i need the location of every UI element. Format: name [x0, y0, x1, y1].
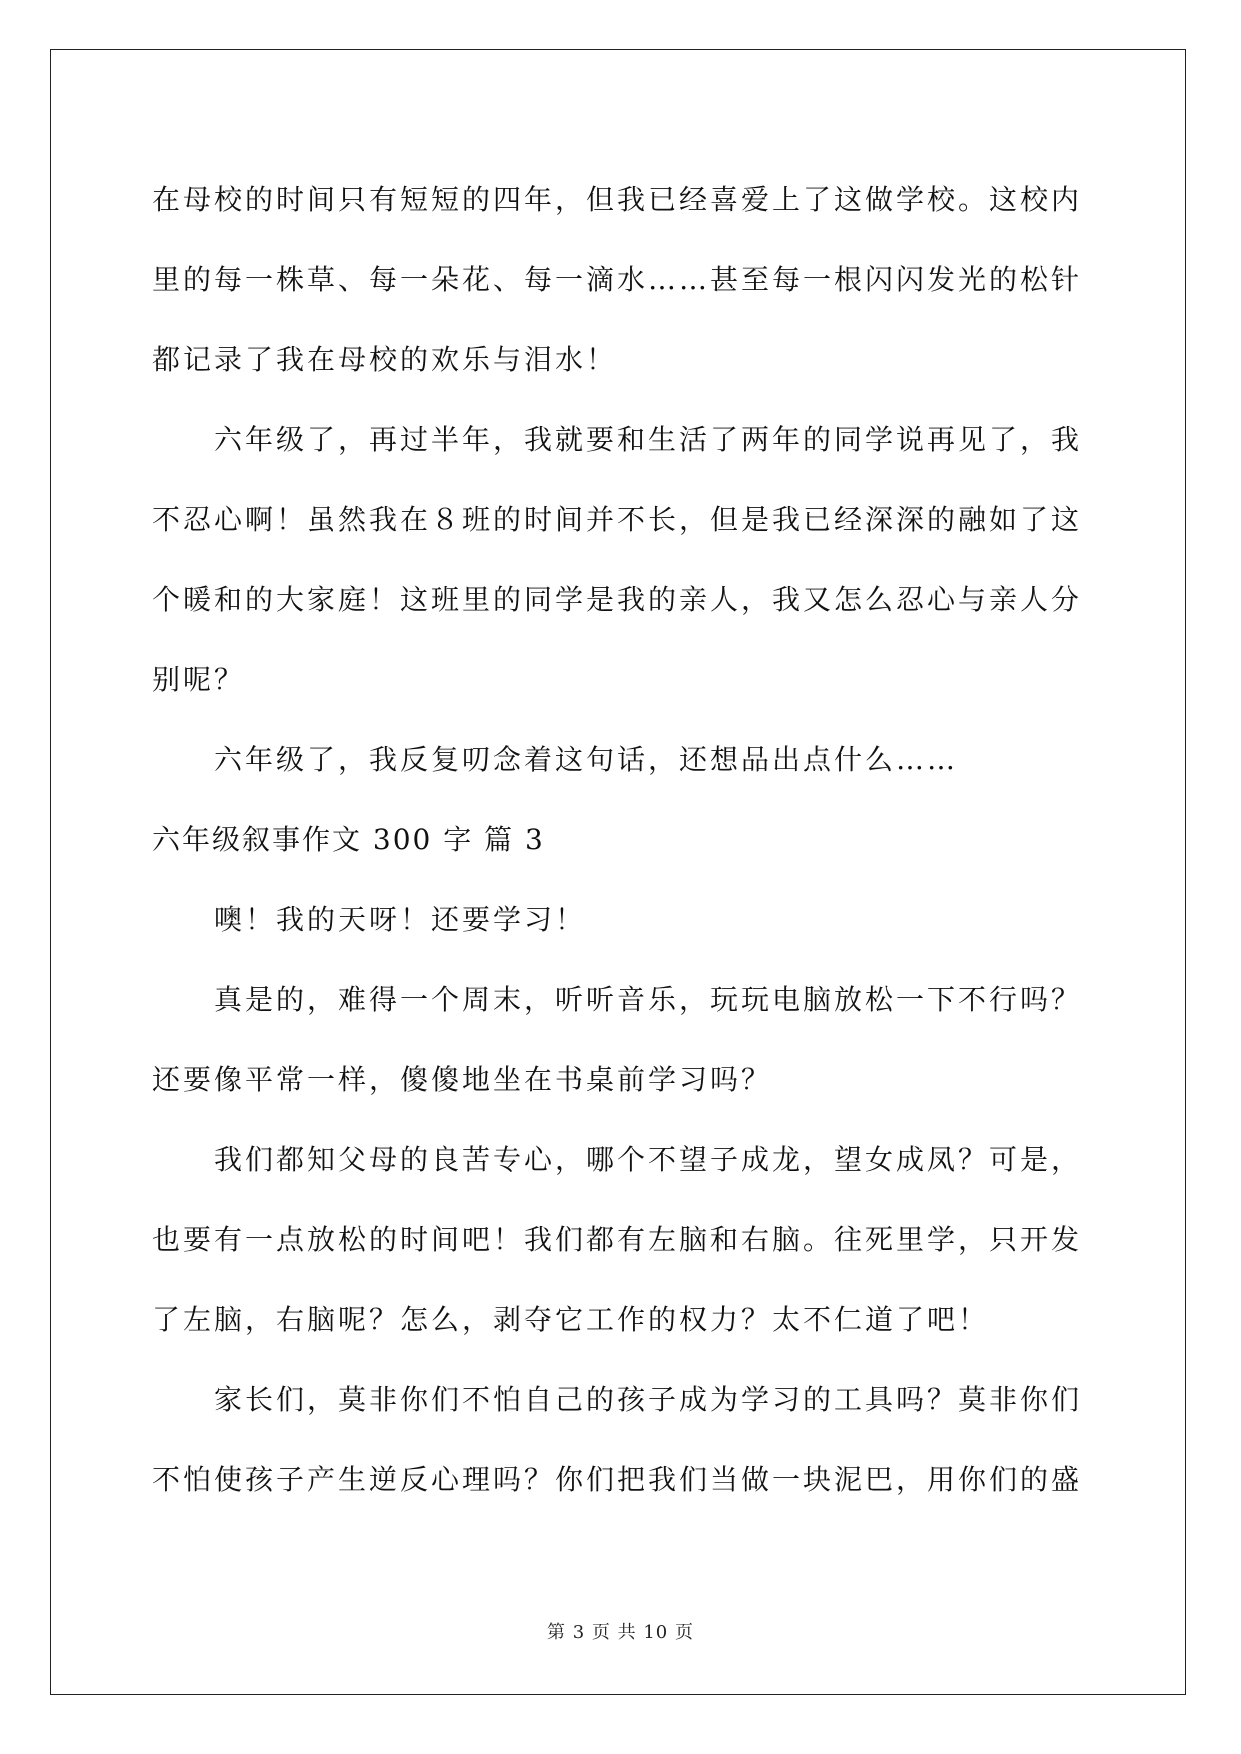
paragraph-start-line: 我们都知父母的良苦专心，哪个不望子成龙，望女成凤？可是， — [214, 1143, 1083, 1176]
paragraph-start-line: 真是的，难得一个周末，听听音乐，玩玩电脑放松一下不行吗？ — [214, 983, 1083, 1016]
text-line: 在母校的时间只有短短的四年，但我已经喜爱上了这做学校。这校内 — [152, 183, 1083, 216]
text-line: 也要有一点放松的时间吧！我们都有左脑和右脑。往死里学，只开发 — [152, 1223, 1083, 1256]
paragraph-start-line: 六年级了，再过半年，我就要和生活了两年的同学说再见了，我 — [214, 423, 1083, 456]
paragraph-start-line: 家长们，莫非你们不怕自己的孩子成为学习的工具吗？莫非你们 — [214, 1383, 1083, 1416]
text-line: 了左脑，右脑呢？怎么，剥夺它工作的权力？太不仁道了吧！ — [152, 1303, 990, 1336]
text-line: 别呢？ — [152, 663, 246, 696]
paragraph-start-line: 噢！我的天呀！还要学习！ — [214, 903, 587, 936]
text-line: 不怕使孩子产生逆反心理吗？你们把我们当做一块泥巴，用你们的盛 — [152, 1463, 1083, 1496]
text-line: 还要像平常一样，傻傻地坐在书桌前学习吗？ — [152, 1063, 773, 1096]
paragraph-start-line: 六年级了，我反复叨念着这句话，还想品出点什么…… — [214, 743, 959, 776]
page-number-footer: 第 3 页 共 10 页 — [547, 1622, 694, 1643]
text-line: 都记录了我在母校的欢乐与泪水！ — [152, 343, 618, 376]
text-line: 不忍心啊！虽然我在８班的时间并不长，但是我已经深深的融如了这 — [152, 503, 1083, 536]
text-line: 里的每一株草、每一朵花、每一滴水……甚至每一根闪闪发光的松针 — [152, 263, 1083, 296]
section-heading: 六年级叙事作文 300 字 篇 3 — [152, 823, 545, 856]
text-line: 个暖和的大家庭！这班里的同学是我的亲人，我又怎么忍心与亲人分 — [152, 583, 1083, 616]
document-body — [152, 160, 1092, 1520]
